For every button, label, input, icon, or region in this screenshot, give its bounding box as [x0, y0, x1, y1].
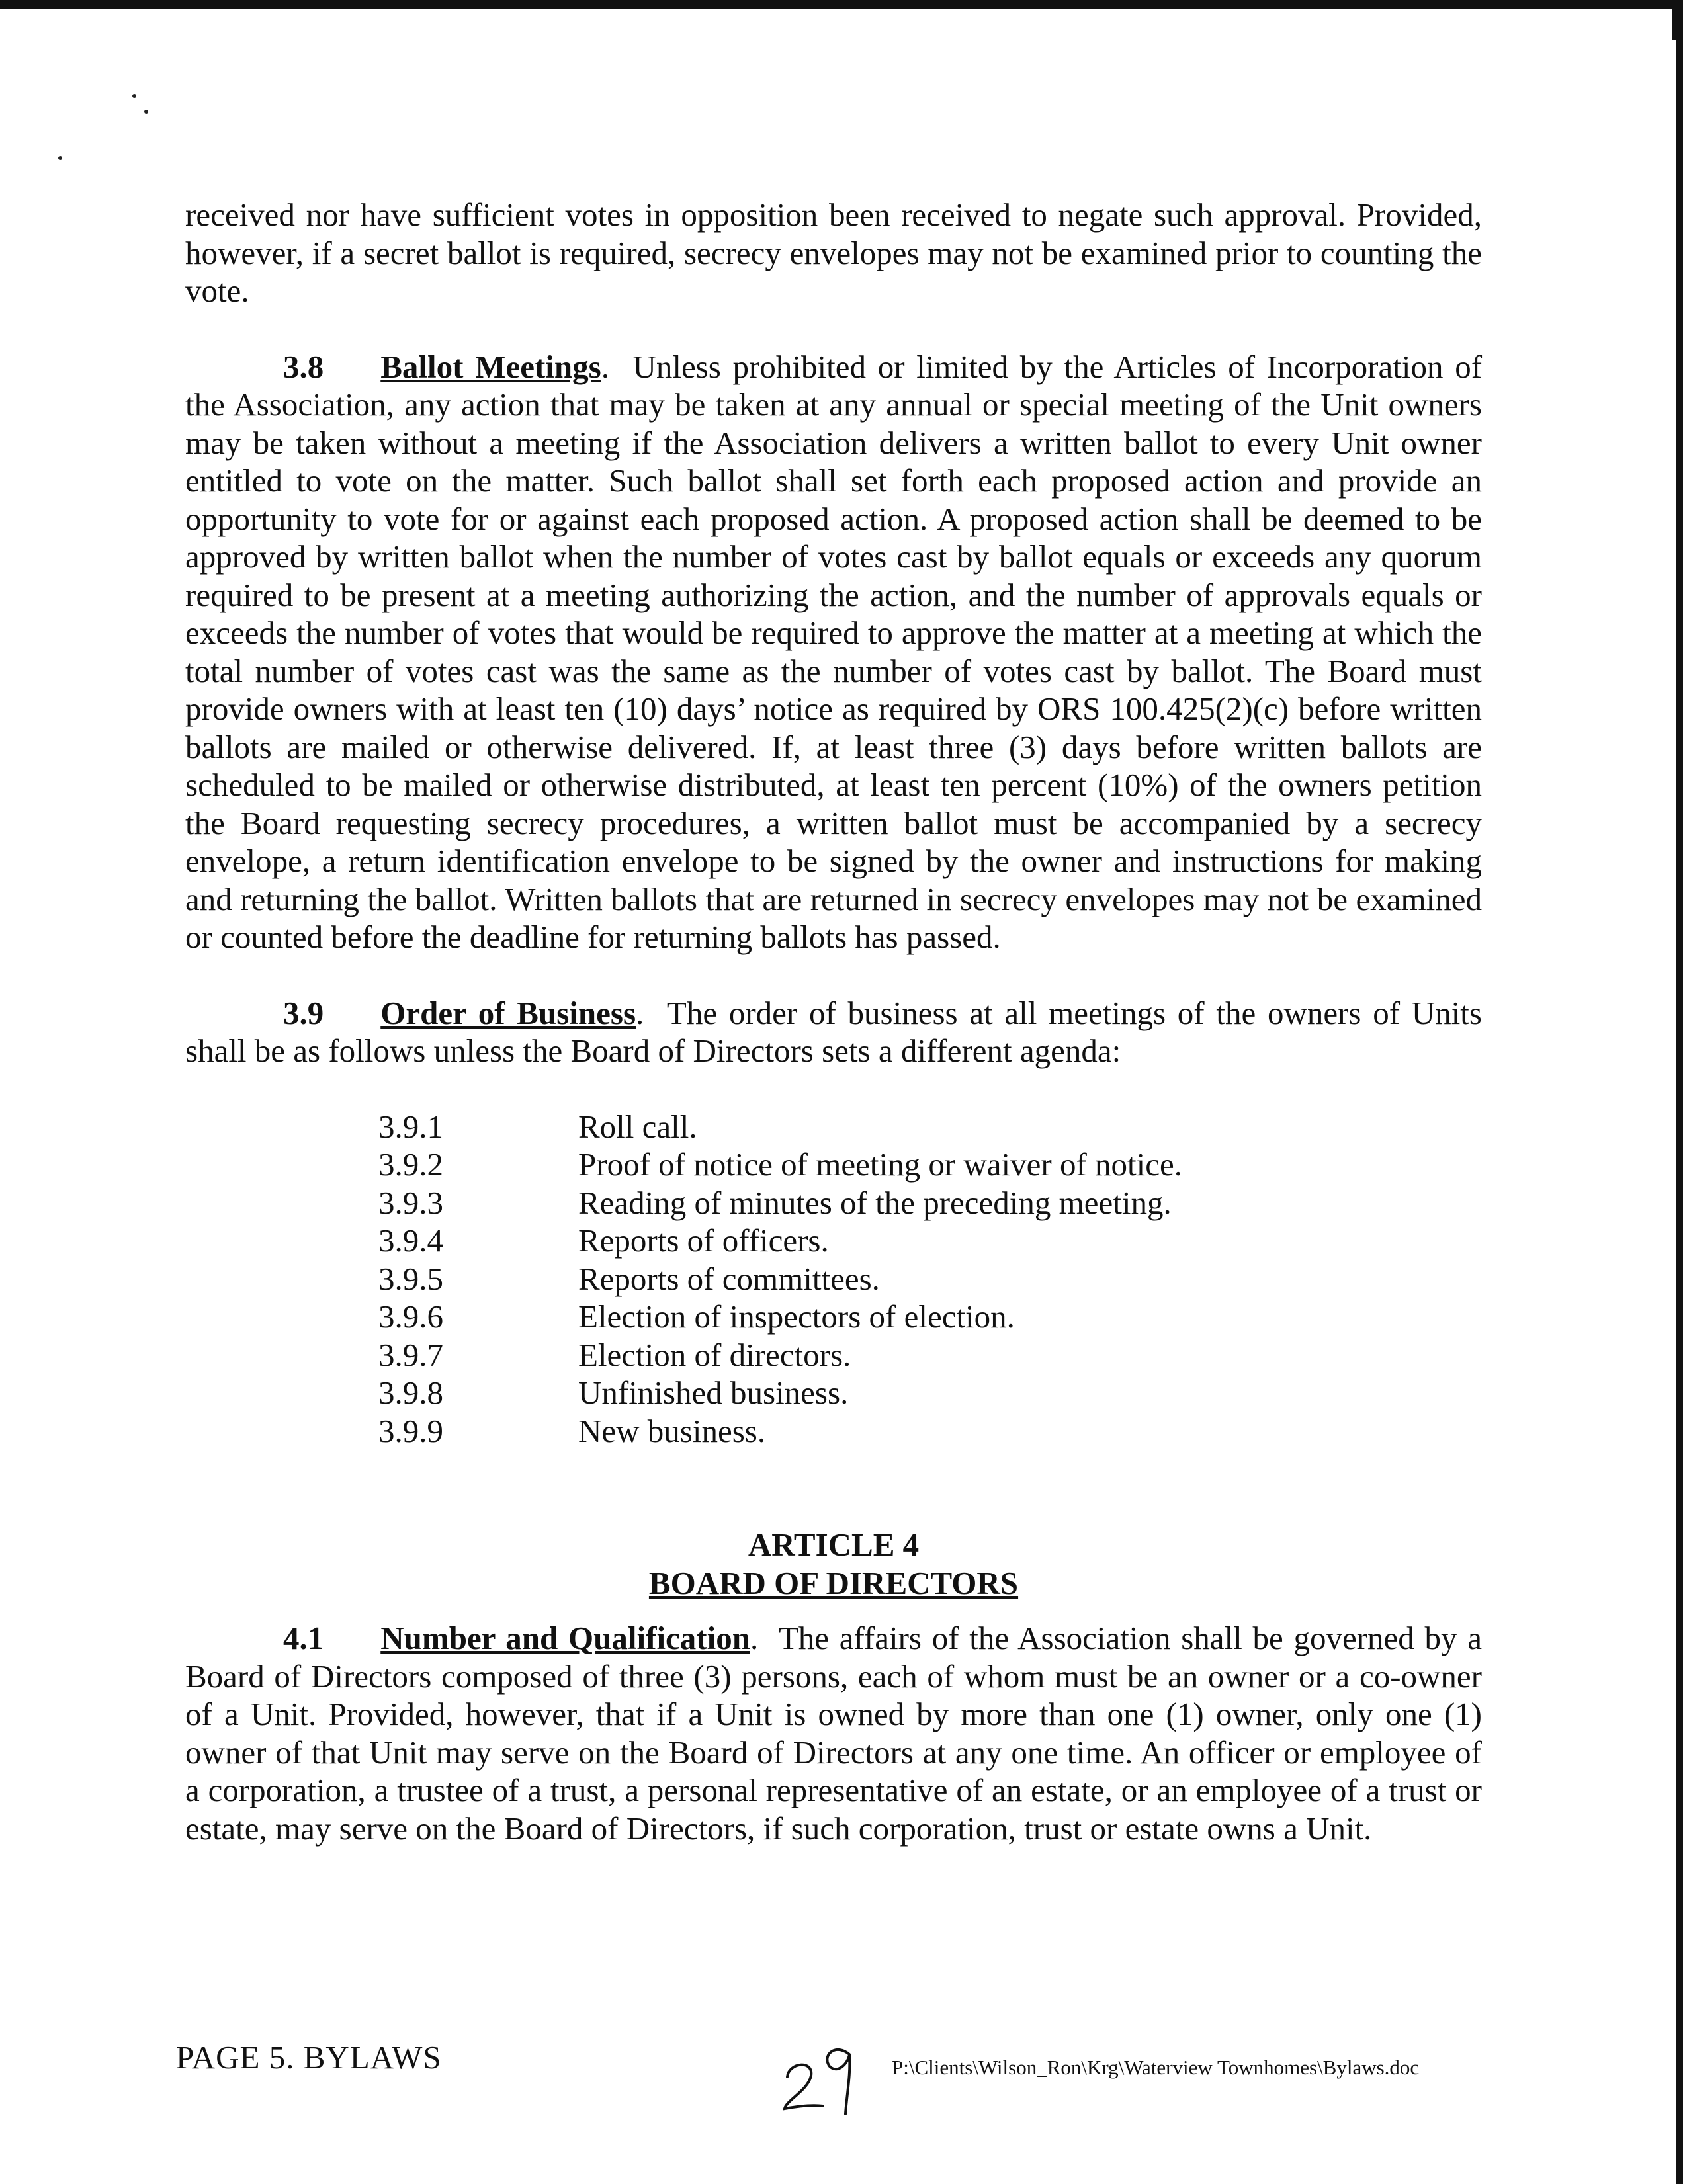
list-item	[378, 1412, 1482, 1450]
list-item-number: 3.9.9	[378, 1412, 443, 1449]
article-heading	[185, 1526, 1482, 1602]
list-item-text: Election of directors.	[578, 1336, 851, 1373]
list-item-text: Reports of committees.	[578, 1260, 880, 1297]
section-title: Order of Business	[380, 994, 636, 1031]
list-item	[378, 1146, 1482, 1184]
article-title: BOARD OF DIRECTORS	[648, 1564, 1019, 1601]
scan-border-right	[1676, 0, 1683, 2184]
section-number: 4.1	[283, 1620, 324, 1656]
list-item-text: Reading of minutes of the preceding meeting.	[578, 1184, 1172, 1221]
list-item-number: 3.9.1	[378, 1108, 443, 1145]
section-body: The affairs of the Association shall be governed by a Board of Directors composed of three (3) persons, each of whom must be an owner or a co-owner of a Unit. Provided, however, that if a Unit is owned by more than one (1) owner, only one (1) owner of that Unit may serve on the Board of Directors at any one time. An officer or employee of a corporation, a trustee of a trust, a personal representative of an estate, or an employee of a trust or estate, may serve on the Board of Directors, if such corporation, trust or estate owns a Unit.	[185, 1620, 1482, 1847]
list-item-number: 3.9.6	[378, 1298, 443, 1335]
order-of-business-list	[378, 1108, 1482, 1450]
list-item-text: Proof of notice of meeting or waiver of notice.	[578, 1146, 1183, 1183]
list-item-number: 3.9.3	[378, 1184, 443, 1221]
list-item	[378, 1184, 1482, 1222]
document-page	[185, 196, 1482, 1847]
list-item-text: Reports of officers.	[578, 1222, 829, 1259]
section-number: 3.8	[283, 348, 324, 385]
list-item-number: 3.9.8	[378, 1374, 443, 1411]
list-item	[378, 1298, 1482, 1336]
list-item-number: 3.9.7	[378, 1336, 443, 1373]
section-3-9: 3.9 Order of Business. The order of business at all meetings of the owners of Units shall be as follows unless the Board of Directors sets a different agenda:	[185, 994, 1482, 1069]
section-title: Number and Qualification	[380, 1620, 750, 1656]
list-item-number: 3.9.5	[378, 1260, 443, 1297]
section-title: Ballot Meetings	[380, 348, 601, 385]
page-label: PAGE 5. BYLAWS	[176, 2039, 442, 2076]
scan-speck	[58, 156, 62, 160]
list-item-text: Unfinished business.	[578, 1374, 849, 1411]
handwritten-page-number	[779, 2037, 865, 2117]
section-body: The order of business at all meetings of the owners of Units shall be as follows unless the Board of Directors sets a different agenda:	[185, 994, 1482, 1069]
scan-border-top	[0, 0, 1683, 9]
list-item-text: Roll call.	[578, 1108, 697, 1145]
scan-speck	[144, 110, 148, 114]
list-item	[378, 1222, 1482, 1260]
list-item-text: New business.	[578, 1412, 766, 1449]
list-item	[378, 1336, 1482, 1374]
list-item	[378, 1374, 1482, 1412]
list-item-number: 3.9.4	[378, 1222, 443, 1259]
section-number: 3.9	[283, 994, 324, 1031]
scan-border-notch	[1672, 0, 1676, 40]
section-body: Unless prohibited or limited by the Articles of Incorporation of the Association, any action that may be taken at any annual or special meeting of the Unit owners may be taken without a meeting if the Association delivers a written ballot to every Unit owner entitled to vote on the matter. Such ballot shall set forth each proposed action and provide an opportunity to vote for or against each proposed action. A proposed action shall be deemed to be approved by written ballot when the number of votes cast by ballot equals or exceeds any quorum required to be present at a meeting authorizing the action, and the number of approvals equals or exceeds the number of votes that would be required to approve the matter at a meeting at which the total number of votes cast was the same as the number of votes cast by ballot. The Board must provide owners with at least ten (10) days’ notice as required by ORS 100.425(2)(c) before written ballots are mailed or otherwise delivered. If, at least three (3) days before written ballots are scheduled to be mailed or otherwise distributed, at least ten percent (10%) of the owners petition the Board requesting secrecy procedures, a written ballot must be accompanied by a secrecy envelope, a return identification envelope to be signed by the owner and instructions for making and returning the ballot. Written ballots that are returned in secrecy envelopes may not be examined or counted before the deadline for returning ballots has passed.	[185, 348, 1483, 955]
list-item	[378, 1260, 1482, 1298]
list-item-number: 3.9.2	[378, 1146, 443, 1183]
continuation-paragraph: received nor have sufficient votes in opposition been received to negate such approval. Provided, however, if a secret ballot is required, secrecy envelopes may not be examined prior to counting the vote.	[185, 196, 1482, 309]
section-4-1: 4.1 Number and Qualification. The affairs of the Association shall be governed by a Board of Directors composed of three (3) persons, each of whom must be an owner or a co-owner of a Unit. Provided, however, that if a Unit is owned by more than one (1) owner, only one (1) owner of that Unit may serve on the Board of Directors at any one time. An officer or employee of a corporation, a trustee of a trust, a personal representative of an estate, or an employee of a trust or estate, may serve on the Board of Directors, if such corporation, trust or estate owns a Unit.	[185, 1620, 1482, 1847]
list-item-text: Election of inspectors of election.	[578, 1298, 1015, 1335]
list-item	[378, 1108, 1482, 1146]
section-3-8: 3.8 Ballot Meetings. Unless prohibited or limited by the Articles of Incorporation of the Association, any action that may be taken at any annual or special meeting of the Unit owners may be taken without a meeting if the Association delivers a written ballot to every Unit owner entitled to vote on the matter. Such ballot shall set forth each proposed action and provide an opportunity to vote for or against each proposed action. A proposed action shall be deemed to be approved by written ballot when the number of votes cast by ballot equals or exceeds any quorum required to be present at a meeting authorizing the action, and the number of approvals equals or exceeds the number of votes that would be required to approve the matter at a meeting at which the total number of votes cast was the same as the number of votes cast by ballot. The Board must provide owners with at least ten (10) days’ notice as required by ORS 100.425(2)(c) before written ballots are mailed or otherwise delivered. If, at least three (3) days before written ballots are scheduled to be mailed or otherwise distributed, at least ten percent (10%) of the owners petition the Board requesting secrecy procedures, a written ballot must be accompanied by a secrecy envelope, a return identification envelope to be signed by the owner and instructions for making and returning the ballot. Written ballots that are returned in secrecy envelopes may not be examined or counted before the deadline for returning ballots has passed.	[185, 348, 1483, 955]
file-path: P:\Clients\Wilson_Ron\Krg\Waterview Townhomes\Bylaws.doc	[892, 2056, 1420, 2079]
scan-speck	[132, 94, 136, 98]
article-label: ARTICLE 4	[748, 1527, 920, 1563]
